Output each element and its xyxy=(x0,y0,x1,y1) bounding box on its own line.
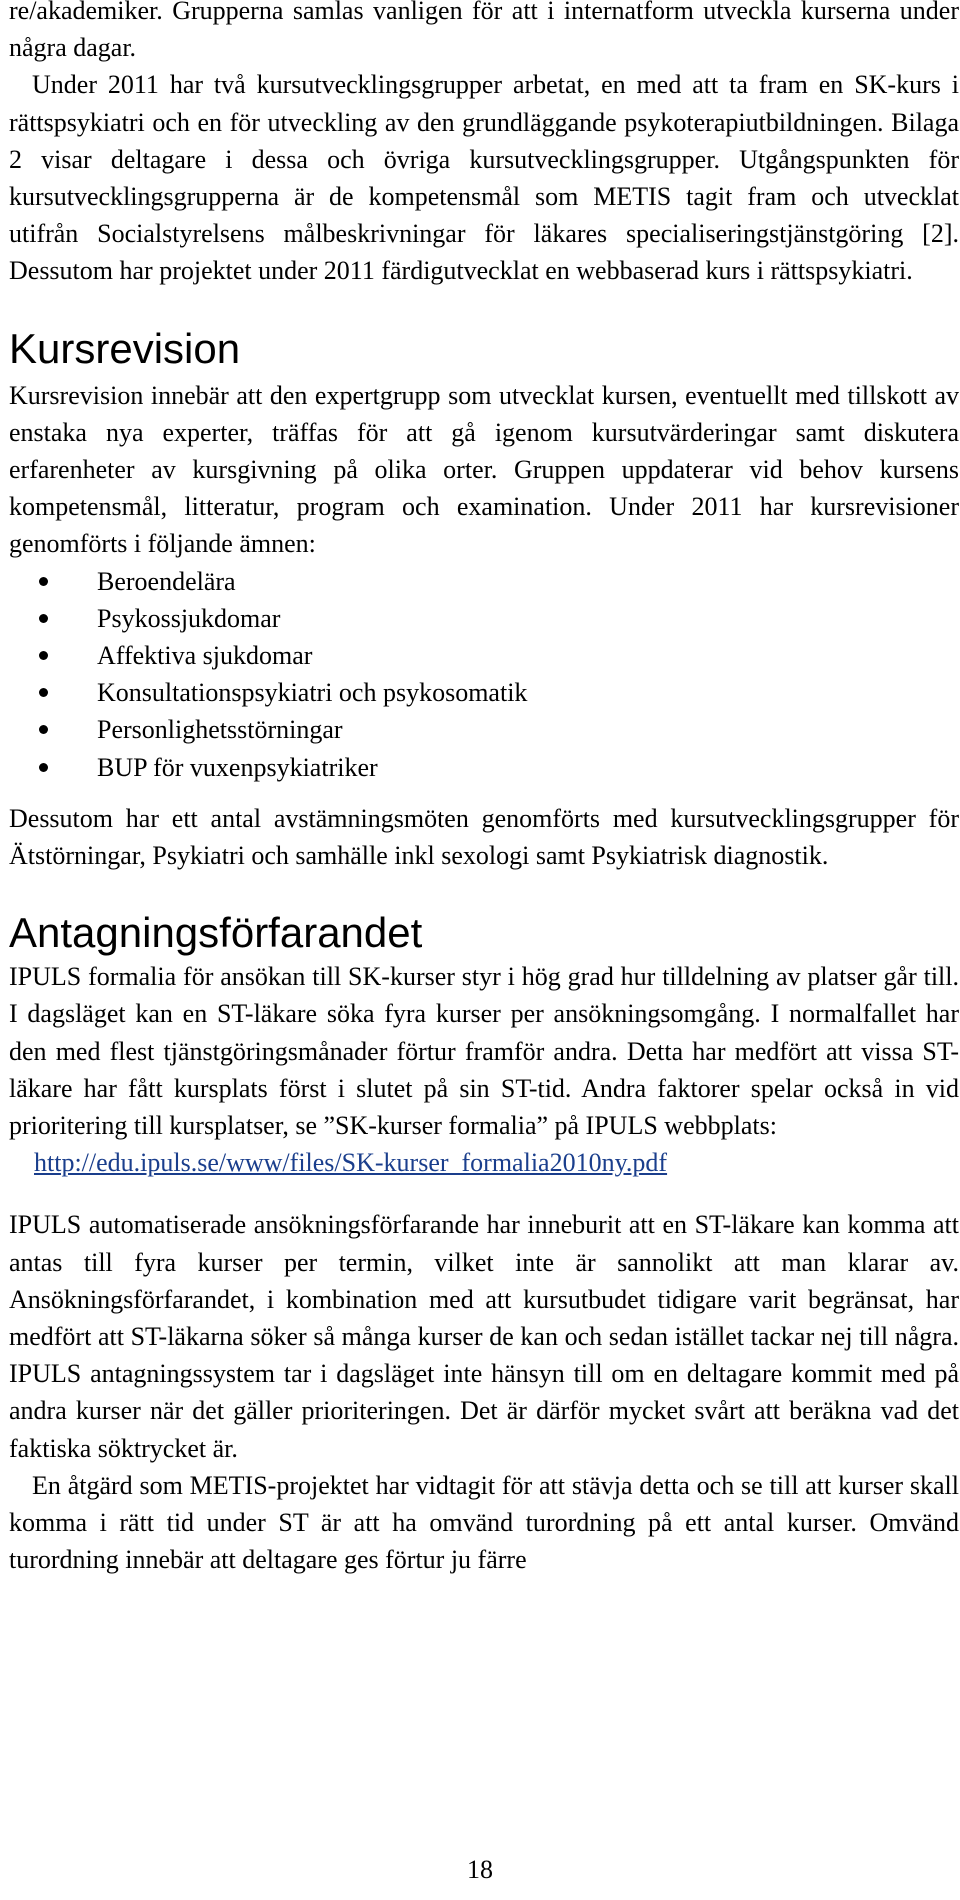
list-item xyxy=(9,637,959,674)
list-item xyxy=(9,674,959,711)
page-number: 18 xyxy=(467,1855,493,1884)
bullet-icon xyxy=(39,688,48,697)
paragraph-metis-atgard: En åtgärd som METIS-projektet har vidtagit för att stävja detta och se till att kurser skall komma i rätt tid under ST är att ha omvänd turordning på ett antal kurser. Omvänd turordning innebär att deltagare ges förtur ju färre xyxy=(9,1470,959,1575)
paragraph-kursrevision-intro: Kursrevision innebär att den expertgrupp som utvecklat kursen, eventuellt med tillskott av enstaka nya experter, träffas för att gå igenom kursutvärderingar samt diskutera erfarenheter av kursgivning på olika orter. Gruppen uppdaterar vid behov kursens kompetensmål, litteratur, program och examination. Under 2011 har kursrevisioner genomförts i följande ämnen: xyxy=(9,380,959,559)
list-item xyxy=(9,749,959,786)
list-item-label: Affektiva sjukdomar xyxy=(97,641,313,671)
heading-antagningsforfarandet: Antagningsförfarandet xyxy=(9,909,423,957)
list-item-label: Personlighetsstörningar xyxy=(97,715,343,745)
list-item xyxy=(9,563,959,600)
paragraph-avstamningsmoten: Dessutom har ett antal avstämningsmöten genomförts med kursutvecklingsgrupper för Ätstörningar, Psykiatri och samhälle inkl sexologi samt Psykiatrisk diagnostik. xyxy=(9,803,959,870)
list-item-label: Psykossjukdomar xyxy=(97,603,281,633)
page-content xyxy=(9,0,959,1578)
list-item xyxy=(9,711,959,748)
bullet-icon xyxy=(39,725,48,734)
bullet-icon xyxy=(39,614,48,623)
formalia-link[interactable]: http://edu.ipuls.se/www/files/SK-kurser_formalia2010ny.pdf xyxy=(34,1148,668,1178)
paragraph-ipuls-automatiserade: IPULS automatiserade ansökningsförfarande har inneburit att en ST-läkare kan komma att antas till fyra kurser per termin, vilket inte är sannolikt att man klarar av. Ansökningsförfarandet, i kombination med att kursutbudet tidigare varit begränsat, har medfört att ST-läkarna söker så många kurser de kan och sedan istället tackar nej till några. IPULS antagningssystem tar i dagsläget inte hänsyn till om en deltagare kommit med på andra kurser när det gäller prioriteringen. Det är därför mycket svårt att beräkna vad det faktiska söktrycket är. xyxy=(9,1210,959,1463)
heading-kursrevision: Kursrevision xyxy=(9,324,241,372)
paragraph-continued: re/akademiker. Grupperna samlas vanligen för att i internatform utveckla kurserna under några dagar. xyxy=(9,0,959,63)
list-item-label: Konsultationspsykiatri och psykosomatik xyxy=(97,678,528,708)
list-item-label: BUP för vuxenpsykiatriker xyxy=(97,752,378,782)
list-item xyxy=(9,600,959,637)
kursrevision-subject-list xyxy=(9,563,959,786)
link-line xyxy=(9,1144,959,1181)
list-item-label: Beroendelära xyxy=(97,566,236,596)
paragraph-ipuls-formalia: IPULS formalia för ansökan till SK-kurser styr i hög grad hur tilldelning av platser går till. I dagsläget kan en ST-läkare söka fyra kurser per ansökningsomgång. I normalfallet har den med flest tjänstgöringsmånader förtur framför andra. Detta har medfört att vissa ST-läkare har fått kursplats först i slutet på sin ST-tid. Andra faktorer spelar också in vid prioritering till kursplatser, se ”SK-kurser formalia” på IPULS webbplats: xyxy=(9,962,959,1140)
bullet-icon xyxy=(39,651,48,660)
paragraph-kursutveckling: Under 2011 har två kursutvecklingsgrupper arbetat, en med att ta fram en SK-kurs i rättspsykiatri och en för utveckling av den grundläggande psykoterapiutbildningen. Bilaga 2 visar deltagare i dessa och övriga kursutvecklingsgrupper. Utgångspunkten för kursutvecklingsgrupperna är de kompetensmål som METIS tagit fram och utvecklat utifrån Socialstyrelsens målbeskrivningar för läkares specialiseringstjänstgöring [2]. Dessutom har projektet under 2011 färdigutvecklat en webbaserad kurs i rättspsykiatri. xyxy=(9,70,959,286)
bullet-icon xyxy=(39,577,48,586)
bullet-icon xyxy=(39,763,48,772)
